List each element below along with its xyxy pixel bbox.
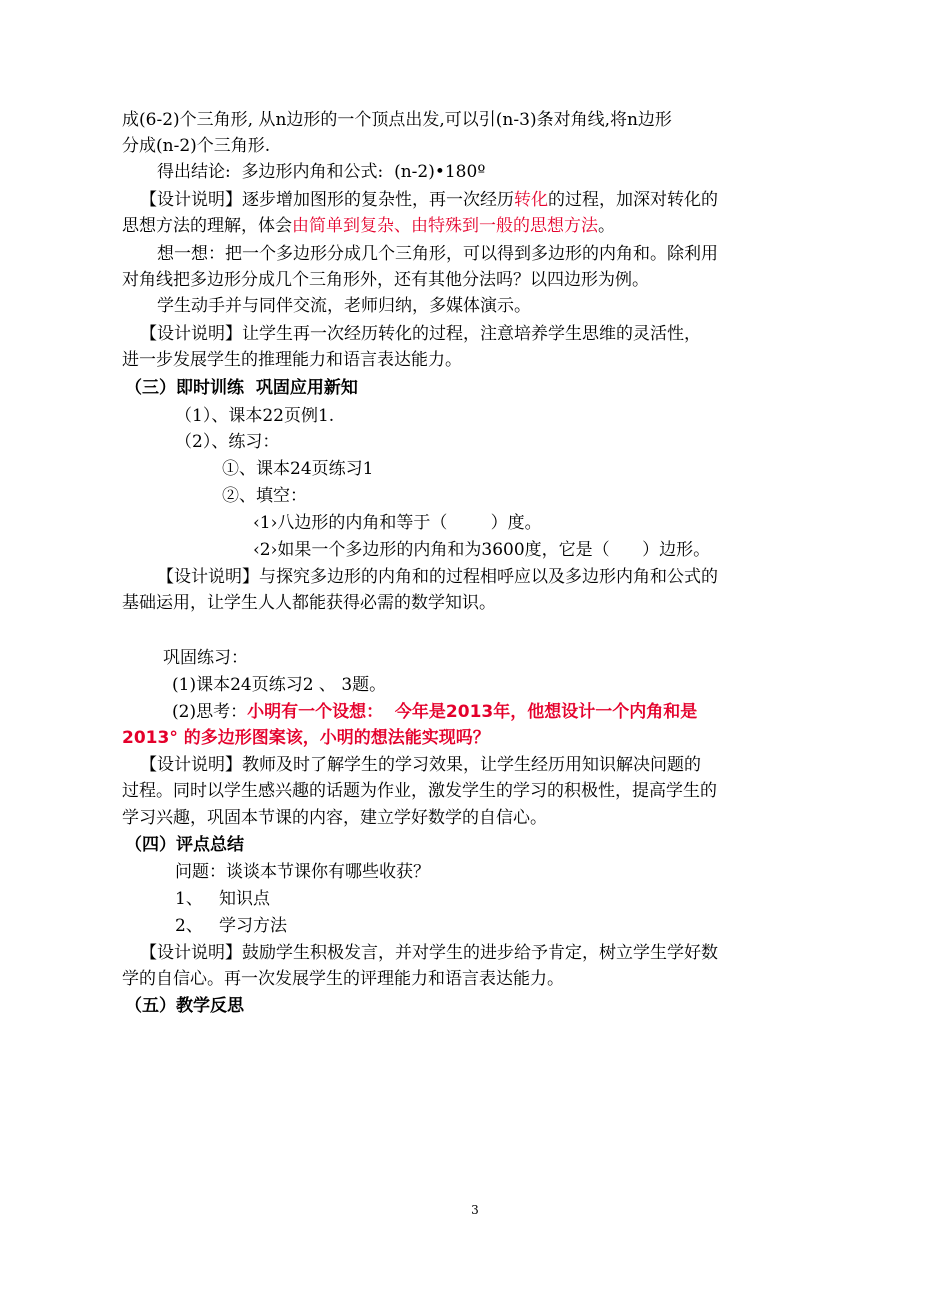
design-note-line: 学习兴趣，巩固本节课的内容，建立学好数学的自信心。: [122, 808, 547, 828]
emphasis-text: 转化: [514, 190, 548, 210]
section-heading-5: （五）教学反思: [125, 996, 244, 1016]
formula-conclusion: 得出结论: 多边形内角和公式: (n-2)•180º: [157, 162, 486, 182]
emphasis-text: 小明有一个设想： 今年是2013年，他想设计一个内角和是: [247, 702, 698, 722]
design-note-line: 【设计说明】与探究多边形的内角和的过程相呼应以及多边形内角和公式的: [157, 567, 718, 587]
list-item: 2、 学习方法: [175, 916, 288, 936]
design-note-line: 学的自信心。再一次发展学生的评理能力和语言表达能力。: [122, 969, 564, 989]
design-note-line: 【设计说明】让学生再一次经历转化的过程，注意培养学生思维的灵活性，: [140, 324, 701, 344]
fill-blank-item: ‹2›如果一个多边形的内角和为3600度，它是（ ）边形。: [253, 540, 711, 560]
think-question-line: 2013° 的多边形图案该，小明的想法能实现吗？: [122, 728, 490, 748]
paragraph-line: 问题：谈谈本节课你有哪些收获？: [175, 862, 430, 882]
paragraph-line: 学生动手并与同伴交流，老师归纳，多媒体演示。: [157, 296, 531, 316]
section-heading-4: （四）评点总结: [125, 835, 244, 855]
list-item: 1、 知识点: [175, 889, 271, 909]
paragraph-line: 巩固练习：: [163, 648, 248, 668]
paragraph-line: 成(6-2)个三角形, 从n边形的一个顶点出发,可以引(n-3)条对角线,将n边形: [122, 110, 672, 130]
page-number: 3: [471, 1203, 479, 1217]
list-item: ②、填空：: [222, 486, 307, 506]
design-note-line: 【设计说明】教师及时了解学生的学习效果，让学生经历用知识解决问题的: [140, 755, 701, 775]
paragraph-line: 想一想：把一个多边形分成几个三角形，可以得到多边形的内角和。除利用: [157, 244, 718, 264]
list-item: ①、课本24页练习1: [222, 459, 374, 479]
think-question-line: (2)思考：小明有一个设想： 今年是2013年，他想设计一个内角和是: [172, 702, 698, 722]
fill-blank-item: ‹1›八边形的内角和等于（ ）度。: [253, 513, 542, 533]
list-item: (1)课本24页练习2 、 3题。: [172, 675, 387, 695]
emphasis-text: 由简单到复杂、由特殊到一般的思想方法: [292, 216, 598, 236]
design-note-line: 思想方法的理解，体会由简单到复杂、由特殊到一般的思想方法。: [122, 216, 615, 236]
design-note-line: 【设计说明】逐步增加图形的复杂性，再一次经历转化的过程，加深对转化的: [140, 190, 718, 210]
paragraph-line: 分成(n-2)个三角形.: [122, 136, 271, 156]
list-item: （2）、练习：: [175, 432, 280, 452]
section-heading-3: （三）即时训练 巩固应用新知: [125, 378, 358, 398]
design-note-line: 过程。同时以学生感兴趣的话题为作业，激发学生的学习的积极性，提高学生的: [122, 781, 717, 801]
design-note-line: 基础运用，让学生人人都能获得必需的数学知识。: [122, 593, 496, 613]
design-note-line: 【设计说明】鼓励学生积极发言，并对学生的进步给予肯定，树立学生学好数: [140, 943, 718, 963]
paragraph-line: 对角线把多边形分成几个三角形外，还有其他分法吗？以四边形为例。: [122, 270, 649, 290]
design-note-line: 进一步发展学生的推理能力和语言表达能力。: [122, 350, 462, 370]
list-item: （1）、课本22页例1.: [175, 406, 335, 426]
